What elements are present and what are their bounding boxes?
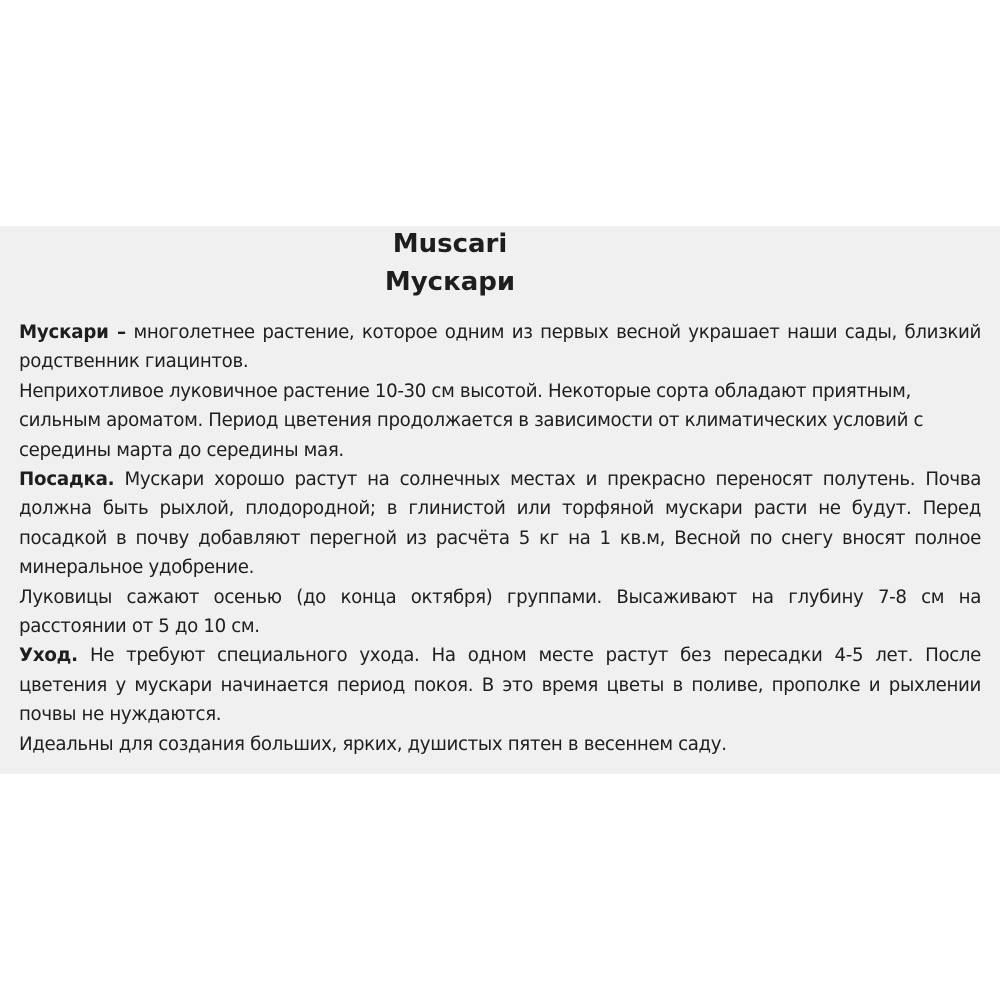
intro-lead: Мускари – — [19, 322, 126, 343]
description-text: Неприхотливое луковичное растение 10-30 см высотой. Некоторые сорта обладают приятным, сильным ароматом. Период цветения продолжается в зависимости от климатических условий с середины марта до середины мая. — [19, 380, 924, 461]
paragraph-bulbs — [19, 583, 981, 642]
planting-text: Мускари хорошо растут на солнечных местах и прекрасно переносят полутень. Почва должна быть рыхлой, плодородной; в глинистой или торфяной мускари расти не будут. Перед посадкой в почву добавляют перегной из расчёта 5 кг на 1 кв.м, Весной по снегу вносят полное минеральное удобрение. — [19, 469, 981, 579]
intro-text: многолетнее растение, которое одним из первых весной украшает наши сады, близкий родственник гиацинтов. — [19, 322, 981, 373]
description-body — [19, 318, 981, 759]
title-cyrillic: Мускари — [384, 267, 516, 297]
paragraph-intro — [19, 318, 981, 377]
closing-text: Идеальны для создания больших, ярких, душистых пятен в весеннем саду. — [19, 733, 727, 755]
planting-lead: Посадка. — [19, 469, 115, 491]
bulbs-text: Луковицы сажают осенью (до конца октября) группами. Высаживают на глубину 7-8 см на расстоянии от 5 до 10 см. — [19, 586, 981, 638]
paragraph-closing — [19, 730, 981, 759]
paragraph-care — [19, 641, 981, 729]
care-text: Не требуют специального ухода. На одном месте растут без пересадки 4-5 лет. После цветения у мускари начинается период покоя. В это время цветы в поливе, прополке и рыхлении почвы не нуждаются. — [19, 645, 981, 726]
paragraph-description — [19, 377, 981, 465]
care-lead: Уход. — [19, 645, 78, 667]
title-latin: Muscari — [392, 229, 508, 259]
paragraph-planting — [19, 465, 981, 583]
